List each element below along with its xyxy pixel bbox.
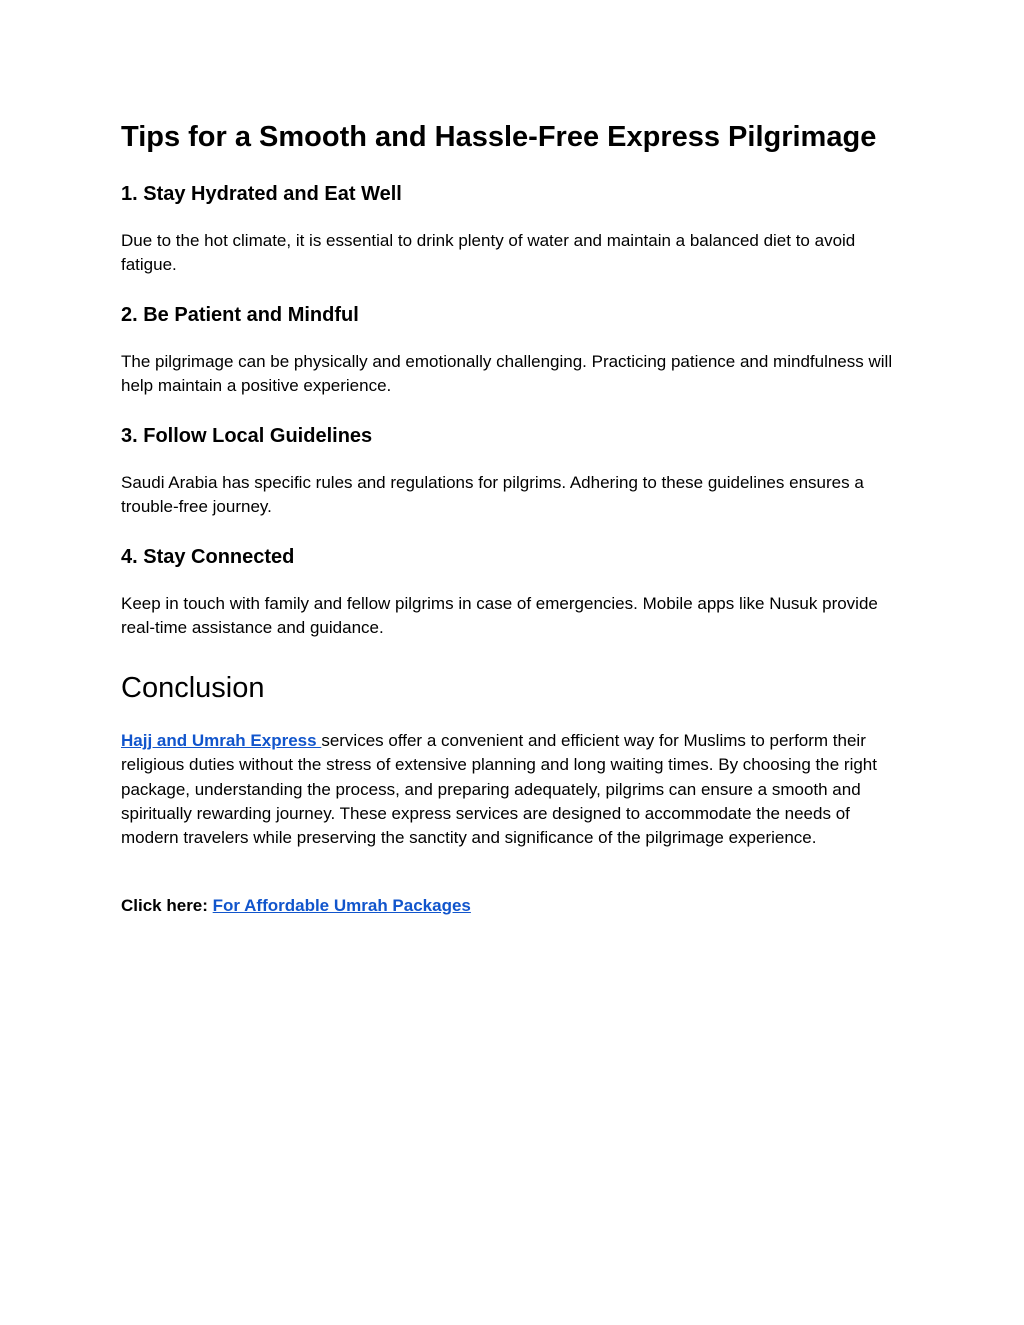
tip-heading-guidelines: 3. Follow Local Guidelines	[121, 425, 373, 447]
call-to-action	[121, 894, 471, 918]
tip-heading-connected: 4. Stay Connected	[121, 546, 295, 568]
conclusion-paragraph	[121, 729, 901, 850]
tip-text-guidelines: Saudi Arabia has specific rules and regulations for pilgrims. Adhering to these guidelines ensures a trouble-free journey.	[121, 473, 864, 517]
affordable-umrah-packages-link[interactable]: For Affordable Umrah Packages	[212, 896, 471, 915]
tip-text-connected: Keep in touch with family and fellow pilgrims in case of emergencies. Mobile apps like Nusuk provide real-time assistance and guidance.	[121, 594, 878, 638]
hajj-umrah-express-link[interactable]: Hajj and Umrah Express	[121, 731, 322, 750]
conclusion-text: services offer a convenient and efficient way for Muslims to perform their religious duties without the stress of extensive planning and long waiting times. By choosing the right package, understanding the process, and preparing adequately, pilgrims can ensure a smooth and spiritually rewarding journey. These express services are designed to accommodate the needs of modern travelers while preserving the sanctity and significance of the pilgrimage experience.	[121, 731, 877, 848]
tip-text-patience: The pilgrimage can be physically and emotionally challenging. Practicing patience and mindfulness will help maintain a positive experience.	[121, 352, 893, 396]
page-title: Tips for a Smooth and Hassle-Free Express Pilgrimage	[121, 121, 877, 153]
tip-heading-hydration: 1. Stay Hydrated and Eat Well	[121, 183, 402, 205]
conclusion-heading: Conclusion	[121, 672, 265, 704]
tip-text-hydration: Due to the hot climate, it is essential to drink plenty of water and maintain a balanced diet to avoid fatigue.	[121, 231, 856, 275]
cta-label: Click here:	[121, 896, 213, 915]
tip-heading-patience: 2. Be Patient and Mindful	[121, 304, 359, 326]
